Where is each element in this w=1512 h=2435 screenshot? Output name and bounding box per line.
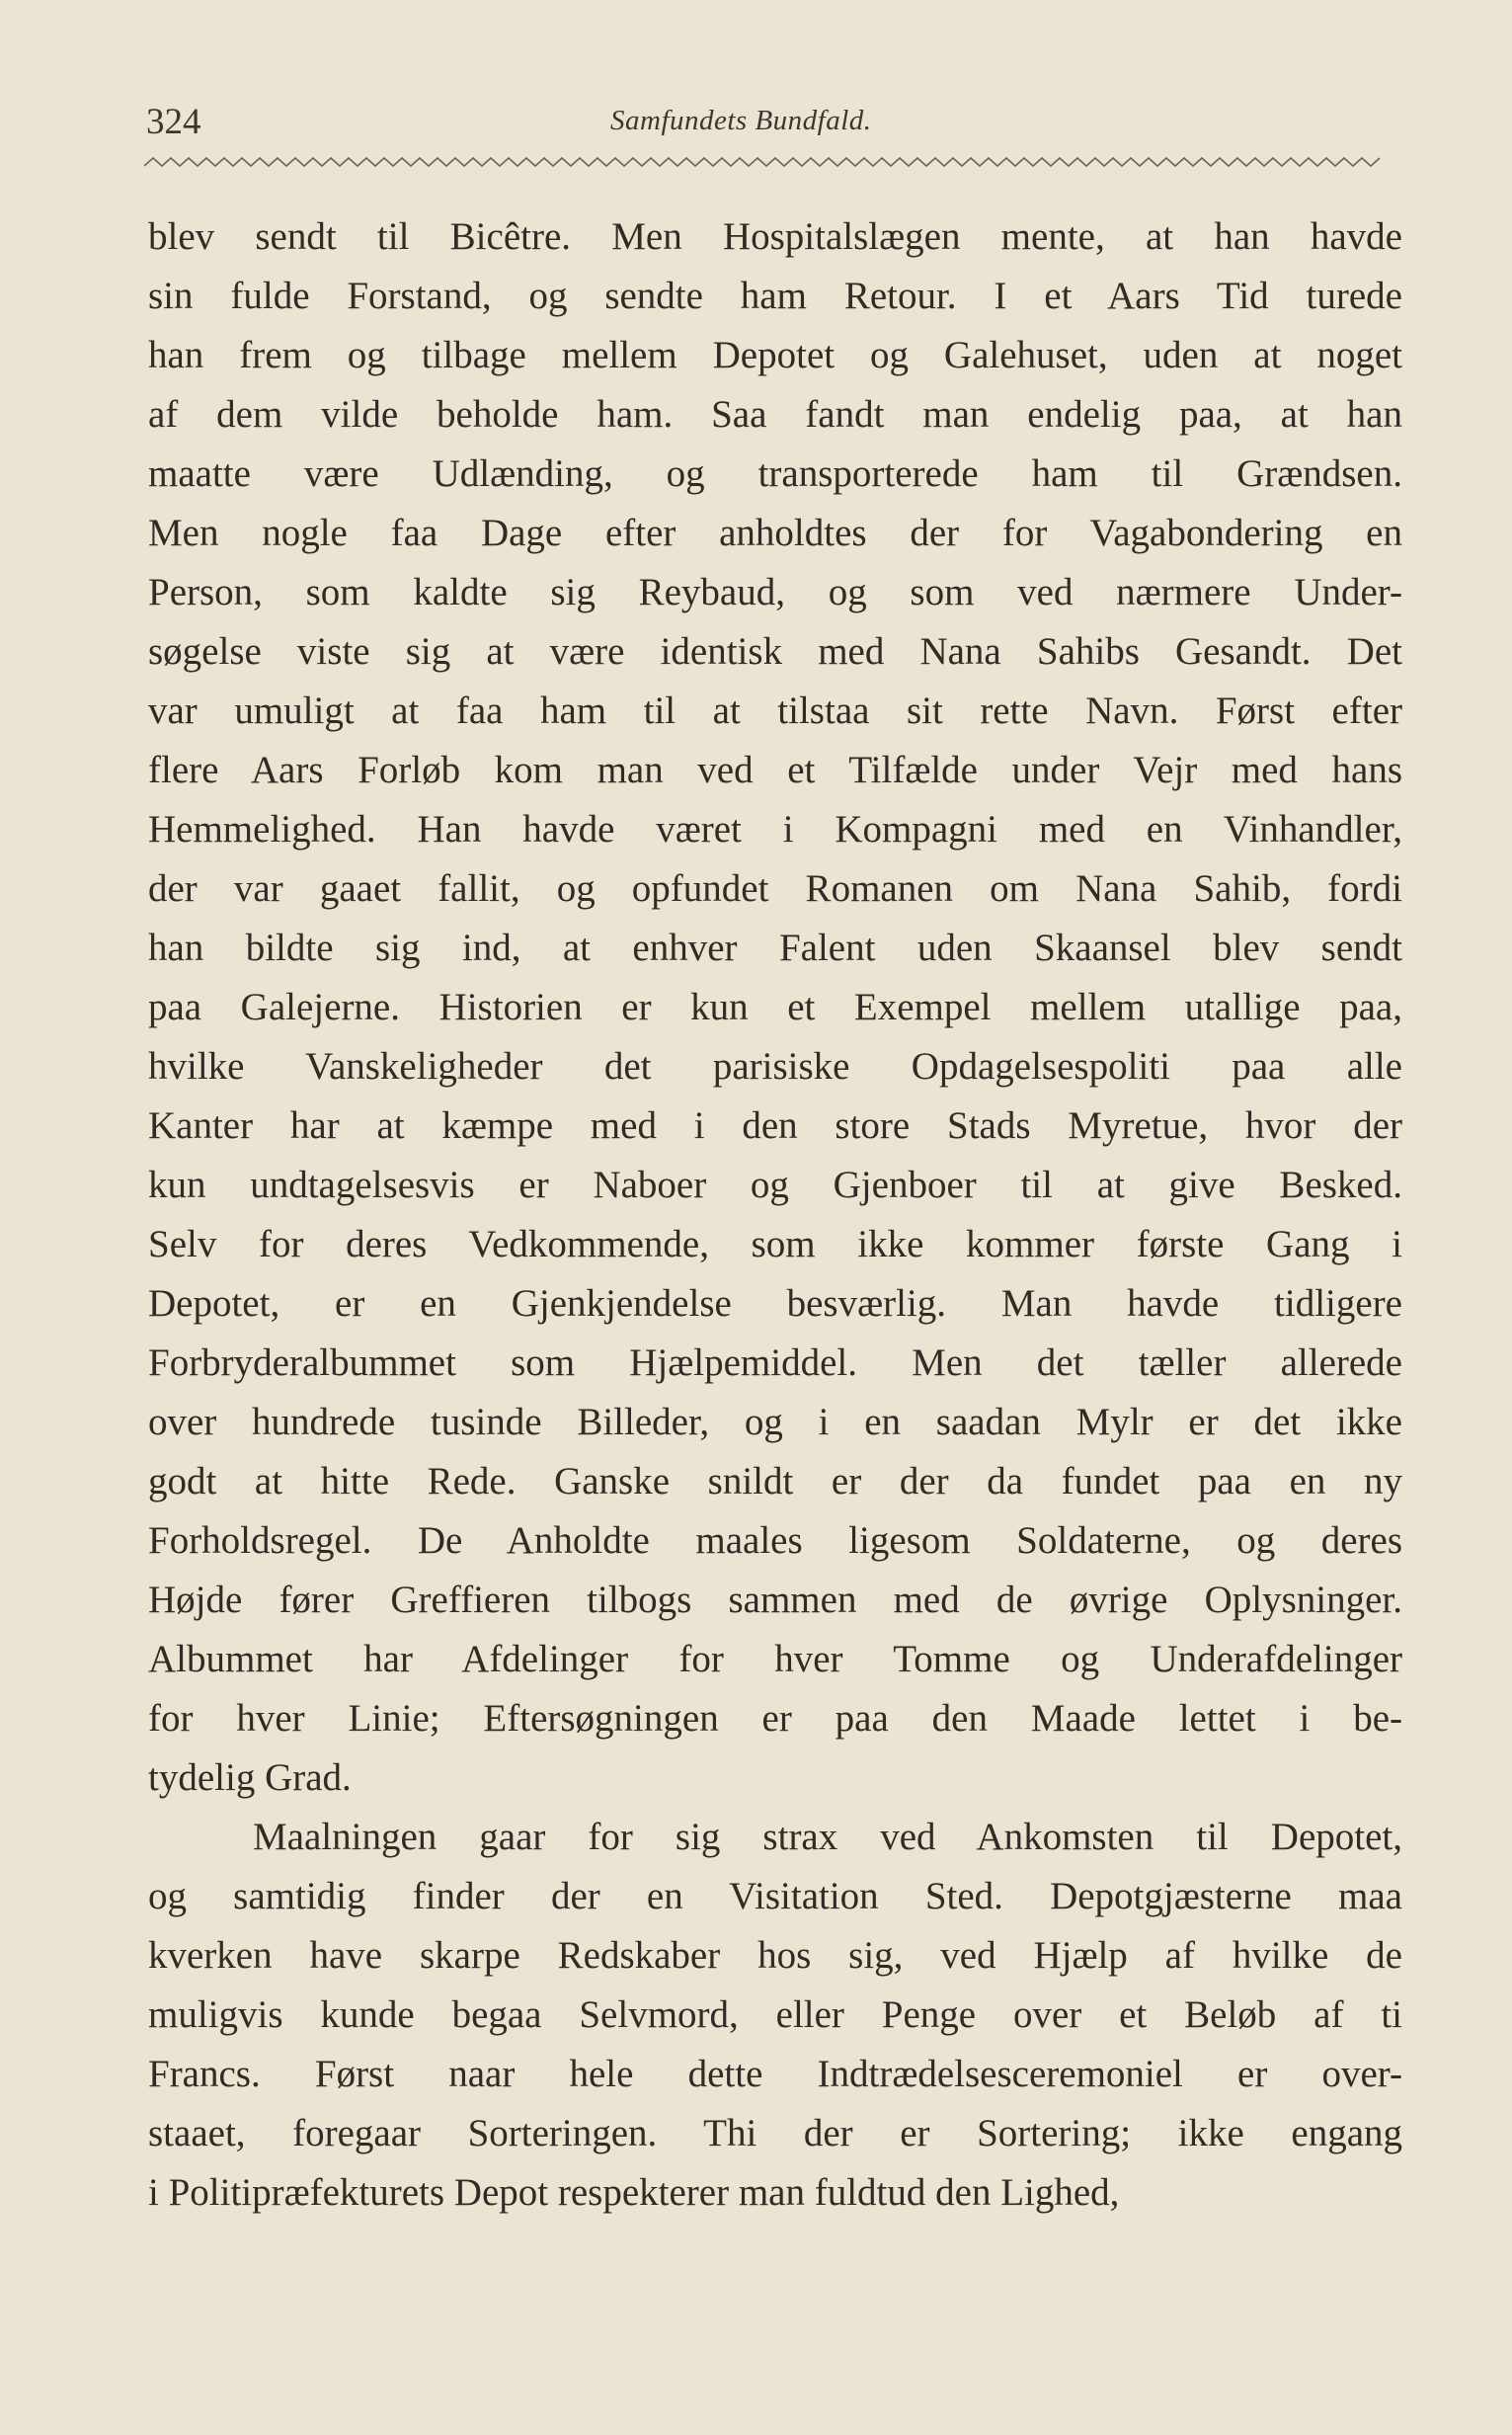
page-header (146, 101, 1387, 146)
text-line: for hver Linie; Eftersøgningen er paa den Maade lettet i be- (148, 1697, 1402, 1740)
text-line: der var gaaet fallit, og opfundet Romanen om Nana Sahib, fordi (148, 867, 1402, 910)
text-line: kverken have skarpe Redskaber hos sig, ved Hjælp af hvilke de (148, 1934, 1402, 1977)
text-line: Kanter har at kæmpe med i den store Stads Myretue, hvor der (148, 1104, 1402, 1147)
text-line: han frem og tilbage mellem Depotet og Galehuset, uden at noget (148, 334, 1402, 376)
text-line: Person, som kaldte sig Reybaud, og som ved nærmere Under- (148, 571, 1402, 613)
text-line: hvilke Vanskeligheder det parisiske Opdagelsespoliti paa alle (148, 1045, 1402, 1088)
text-line: søgelse viste sig at være identisk med Nana Sahibs Gesandt. Det (148, 630, 1402, 673)
text-line: over hundrede tusinde Billeder, og i en saadan Mylr er det ikke (148, 1401, 1402, 1443)
text-line: paa Galejerne. Historien er kun et Exempel mellem utallige paa, (148, 986, 1402, 1028)
text-line: Hemmelighed. Han havde været i Kompagni med en Vinhandler, (148, 808, 1402, 851)
text-line: Francs. Først naar hele dette Indtrædelsesceremoniel er over- (148, 2053, 1402, 2095)
text-line: kun undtagelsesvis er Naboer og Gjenboer til at give Besked. (148, 1164, 1402, 1206)
text-line: af dem vilde beholde ham. Saa fandt man endelig paa, at han (148, 393, 1402, 436)
text-line: Selv for deres Vedkommende, som ikke kommer første Gang i (148, 1223, 1402, 1265)
text-line: Forbryderalbummet som Hjælpemiddel. Men det tæller allerede (148, 1341, 1402, 1384)
text-line: Men nogle faa Dage efter anholdtes der for Vagabondering en (148, 512, 1402, 554)
decorative-rule (144, 154, 1385, 170)
text-line: Maalningen gaar for sig strax ved Ankomsten til Depotet, (253, 1816, 1402, 1858)
text-line: muligvis kunde begaa Selvmord, eller Penge over et Beløb af ti (148, 1993, 1402, 2036)
text-line: flere Aars Forløb kom man ved et Tilfælde under Vejr med hans (148, 749, 1402, 791)
running-title: Samfundets Bundfald. (610, 105, 872, 136)
text-line: blev sendt til Bicêtre. Men Hospitalslægen mente, at han havde (148, 215, 1402, 258)
text-line: Forholdsregel. De Anholdte maales ligesom Soldaterne, og deres (148, 1519, 1402, 1562)
text-line: og samtidig finder der en Visitation Sted. Depotgjæsterne maa (148, 1875, 1402, 1917)
text-line: Albummet har Afdelinger for hver Tomme og Underafdelinger (148, 1638, 1402, 1680)
text-line: tydelig Grad. (148, 1756, 352, 1799)
text-line: han bildte sig ind, at enhver Falent uden Skaansel blev sendt (148, 927, 1402, 969)
page-number: 324 (146, 102, 201, 142)
text-line: sin fulde Forstand, og sendte ham Retour. I et Aars Tid turede (148, 275, 1402, 317)
text-line: Højde fører Greffieren tilbogs sammen med de øvrige Oplysninger. (148, 1579, 1402, 1621)
text-line: var umuligt at faa ham til at tilstaa sit rette Navn. Først efter (148, 690, 1402, 732)
text-line: i Politipræfekturets Depot respekterer man fuldtud den Lighed, (148, 2171, 1120, 2214)
text-line: godt at hitte Rede. Ganske snildt er der da fundet paa en ny (148, 1460, 1402, 1502)
text-line: Depotet, er en Gjenkjendelse besværlig. Man havde tidligere (148, 1282, 1402, 1325)
body-text (148, 207, 1402, 2223)
text-line: staaet, foregaar Sorteringen. Thi der er Sortering; ikke engang (148, 2112, 1402, 2154)
text-line: maatte være Udlænding, og transporterede ham til Grændsen. (148, 452, 1402, 495)
